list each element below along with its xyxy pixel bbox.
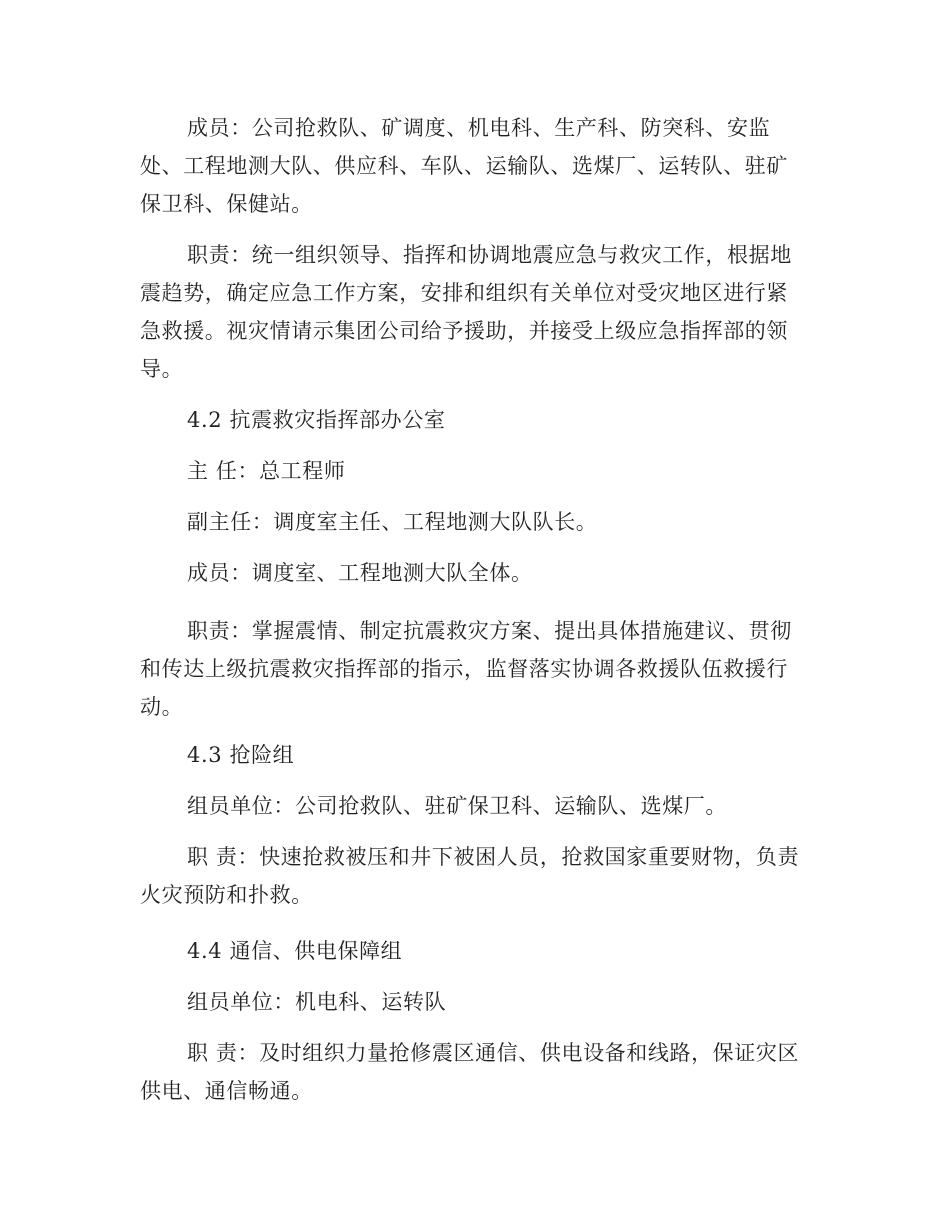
text-line: 职责：统一组织领导、指挥和协调地震应急与救灾工作，根据地 [187,243,792,267]
section-heading: 4.2 抗震救灾指挥部办公室 [187,408,446,432]
text-line: 震趋势，确定应急工作方案，安排和组织有关单位对受灾地区进行紧 [140,281,788,305]
text-line: 副主任：调度室主任、工程地测大队队长。 [187,510,598,534]
text-line: 职责：掌握震情、制定抗震救灾方案、提出具体措施建议、贯彻 [187,619,792,643]
text-line: 火灾预防和扑救。 [140,883,313,907]
text-line: 急救援。视灾情请示集团公司给予援助，并接受上级应急指挥部的领 [140,319,788,343]
text-line: 职 责：及时组织力量抢修震区通信、供电设备和线路，保证灾区 [187,1041,800,1065]
section-heading: 4.4 通信、供电保障组 [187,939,403,963]
text-line: 组员单位：公司抢救队、驻矿保卫科、运输队、选煤厂。 [187,794,727,818]
text-line: 动。 [140,695,184,719]
text-line: 处、工程地测大队、供应科、车队、运输队、选煤厂、运转队、驻矿 [140,154,788,178]
text-line: 职 责：快速抢救被压和井下被困人员，抢救国家重要财物，负责 [187,845,800,869]
text-line: 组员单位：机电科、运转队 [187,990,447,1014]
text-line: 成员：公司抢救队、矿调度、机电科、生产科、防突科、安监 [187,116,771,140]
text-line: 供电、通信畅通。 [140,1079,313,1103]
text-line: 保卫科、保健站。 [140,192,313,216]
section-heading: 4.3 抢险组 [187,743,295,767]
text-line: 导。 [140,357,184,381]
text-line: 和传达上级抗震救灾指挥部的指示，监督落实协调各救援队伍救援行 [140,657,788,681]
text-line: 成员：调度室、工程地测大队全体。 [187,561,533,585]
text-line: 主 任：总工程师 [187,459,346,483]
